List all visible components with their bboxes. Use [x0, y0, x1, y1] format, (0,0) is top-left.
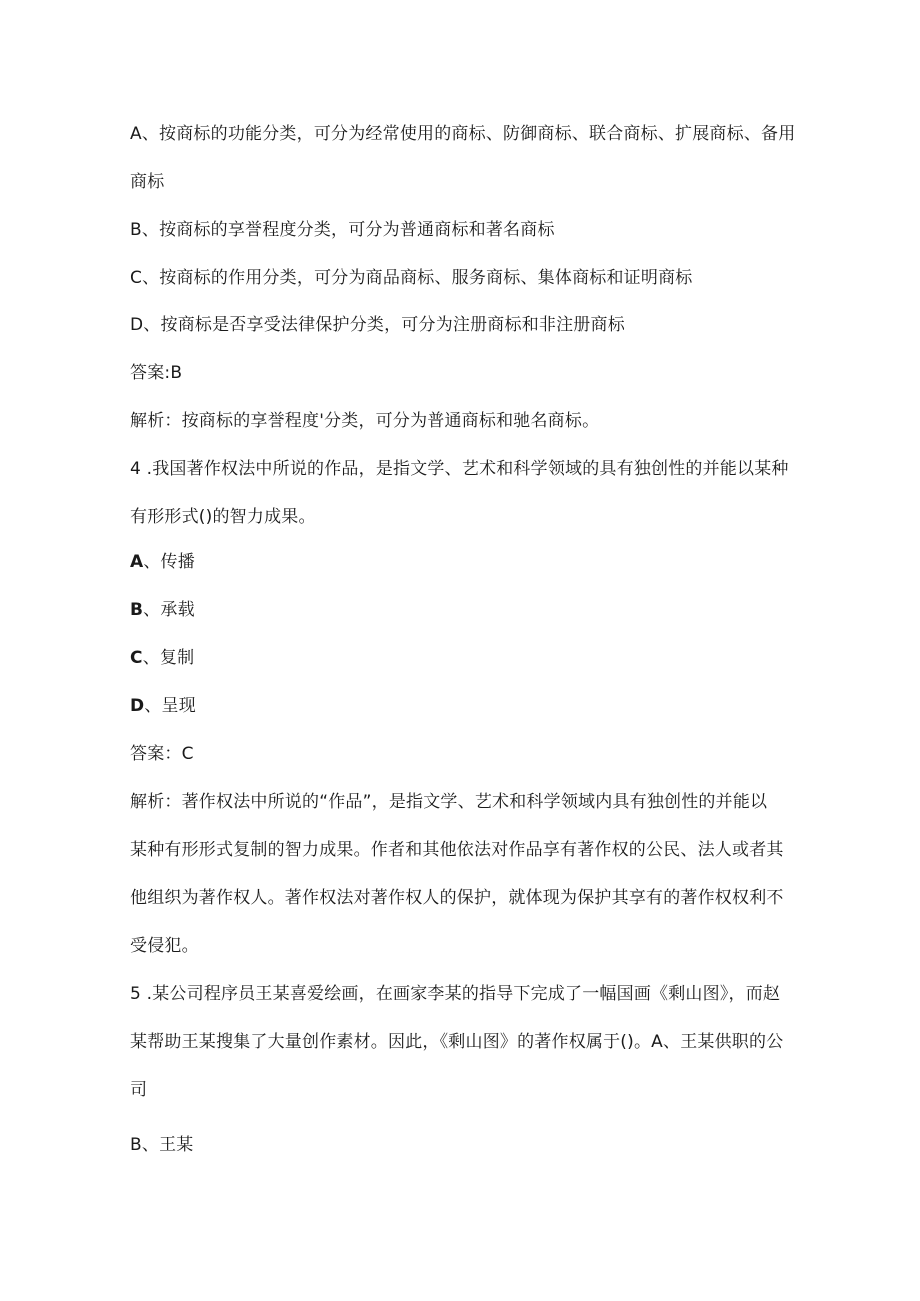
q3-option-a-line2: 商标 — [130, 172, 165, 192]
option-text: 、承载 — [143, 600, 195, 620]
q4-option-b — [130, 598, 798, 622]
q5-option-b: B、王某 — [130, 1135, 194, 1155]
option-letter: C — [130, 648, 143, 668]
q3-answer: 答案:B — [130, 363, 183, 383]
option-text: 、复制 — [142, 648, 195, 668]
q3-explanation: 解析：按商标的享誉程度'分类，可分为普通商标和驰名商标。 — [130, 411, 600, 431]
option-letter: D — [130, 696, 145, 716]
q4-answer: 答案：C — [130, 744, 194, 764]
q5-stem-line3: 司 — [130, 1080, 148, 1100]
q4-explanation-line1: 解析：著作权法中所说的“作品”，是指文学、艺术和科学领域内具有独创性的并能以 — [130, 792, 768, 812]
q4-explanation-line3: 他组织为著作权人。著作权法对著作权人的保护，就体现为保护其享有的著作权权利不 — [130, 888, 784, 908]
q4-option-d — [130, 694, 798, 718]
q4-explanation-line4: 受侵犯。 — [130, 936, 199, 956]
q4-explanation-line2: 某种有形形式复制的智力成果。作者和其他依法对作品享有著作权的公民、法人或者其 — [130, 840, 784, 860]
q5-stem-line1: 5 .某公司程序员王某喜爱绘画，在画家李某的指导下完成了一幅国画《剩山图》，而赵 — [130, 984, 781, 1004]
q3-option-a-line1: A、按商标的功能分类，可分为经常使用的商标、防御商标、联合商标、扩展商标、备用 — [130, 124, 796, 144]
q4-stem-line1: 4 .我国著作权法中所说的作品，是指文学、艺术和科学领域的具有独创性的并能以某种 — [130, 459, 789, 479]
option-text: 、传播 — [143, 552, 195, 572]
q3-option-b: B、按商标的享誉程度分类，可分为普通商标和著名商标 — [130, 220, 555, 240]
q5-stem-line2: 某帮助王某搜集了大量创作素材。因此，《剩山图》的著作权属于()。A、王某供职的公 — [130, 1032, 784, 1052]
q3-option-c: C、按商标的作用分类，可分为商品商标、服务商标、集体商标和证明商标 — [130, 268, 693, 288]
option-letter: A — [130, 552, 144, 572]
option-text: 、呈现 — [144, 696, 196, 716]
q4-option-c — [130, 646, 798, 670]
q3-option-d: D、按商标是否享受法律保护分类，可分为注册商标和非注册商标 — [130, 315, 625, 335]
q4-stem-line2: 有形形式()的智力成果。 — [130, 507, 316, 527]
q4-option-a — [130, 550, 798, 574]
option-letter: B — [130, 600, 144, 620]
